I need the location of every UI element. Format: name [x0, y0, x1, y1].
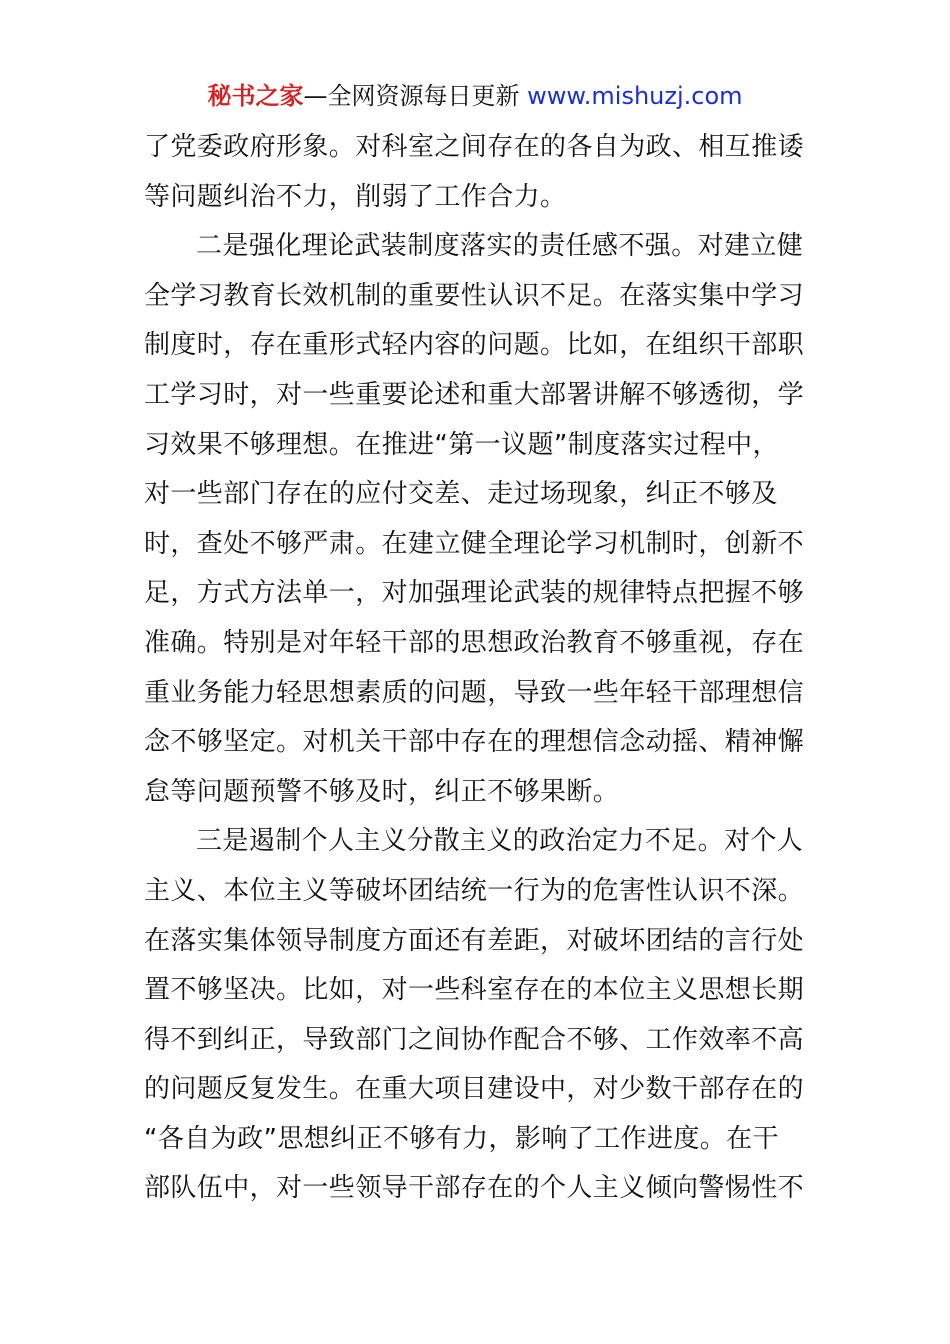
- text-line: 部队伍中，对一些领导干部存在的个人主义倾向警惕性不: [144, 1173, 805, 1204]
- site-header: [0, 80, 950, 112]
- text-line: 制度时，存在重形式轻内容的问题。比如，在组织干部职: [144, 330, 805, 361]
- text-line: 全学习教育长效机制的重要性认识不足。在落实集中学习: [144, 280, 805, 311]
- text-line: 习效果不够理想。在推进“第一议题”制度落实过程中，: [144, 429, 779, 460]
- site-url-link[interactable]: www.mishuzj.com: [527, 82, 743, 110]
- text-line: 足，方式方法单一，对加强理论武装的规律特点把握不够: [144, 578, 805, 609]
- text-line: 置不够坚决。比如，对一些科室存在的本位主义思想长期: [144, 975, 805, 1006]
- text-line: “各自为政”思想纠正不够有力，影响了工作进度。在干: [144, 1123, 779, 1154]
- document-body: [144, 123, 808, 1214]
- site-brand: 秘书之家: [207, 82, 304, 110]
- text-line: 的问题反复发生。在重大项目建设中，对少数干部存在的: [144, 1074, 805, 1105]
- text-line: 等问题纠治不力，削弱了工作合力。: [144, 181, 567, 212]
- site-tagline: —全网资源每日更新: [303, 82, 528, 110]
- paragraph-start-line: 三是遏制个人主义分散主义的政治定力不足。对个人: [196, 826, 804, 857]
- text-line: 主义、本位主义等破坏团结统一行为的危害性认识不深。: [144, 875, 805, 906]
- text-line: 工学习时，对一些重要论述和重大部署讲解不够透彻，学: [144, 379, 805, 410]
- text-line: 怠等问题预警不够及时，纠正不够果断。: [144, 776, 620, 807]
- text-line: 重业务能力轻思想素质的问题，导致一些年轻干部理想信: [144, 677, 805, 708]
- text-line: 准确。特别是对年轻干部的思想政治教育不够重视，存在: [144, 627, 805, 658]
- text-line: 时，查处不够严肃。在建立健全理论学习机制时，创新不: [144, 528, 805, 559]
- text-line: 念不够坚定。对机关干部中存在的理想信念动摇、精神懈: [144, 727, 805, 758]
- text-line: 对一些部门存在的应付交差、走过场现象，纠正不够及: [144, 479, 778, 510]
- paragraph-start-line: 二是强化理论武装制度落实的责任感不强。对建立健: [196, 231, 804, 262]
- text-line: 得不到纠正，导致部门之间协作配合不够、工作效率不高: [144, 1024, 805, 1055]
- text-line: 在落实集体领导制度方面还有差距，对破坏团结的言行处: [144, 925, 805, 956]
- text-line: 了党委政府形象。对科室之间存在的各自为政、相互推诿: [144, 132, 805, 162]
